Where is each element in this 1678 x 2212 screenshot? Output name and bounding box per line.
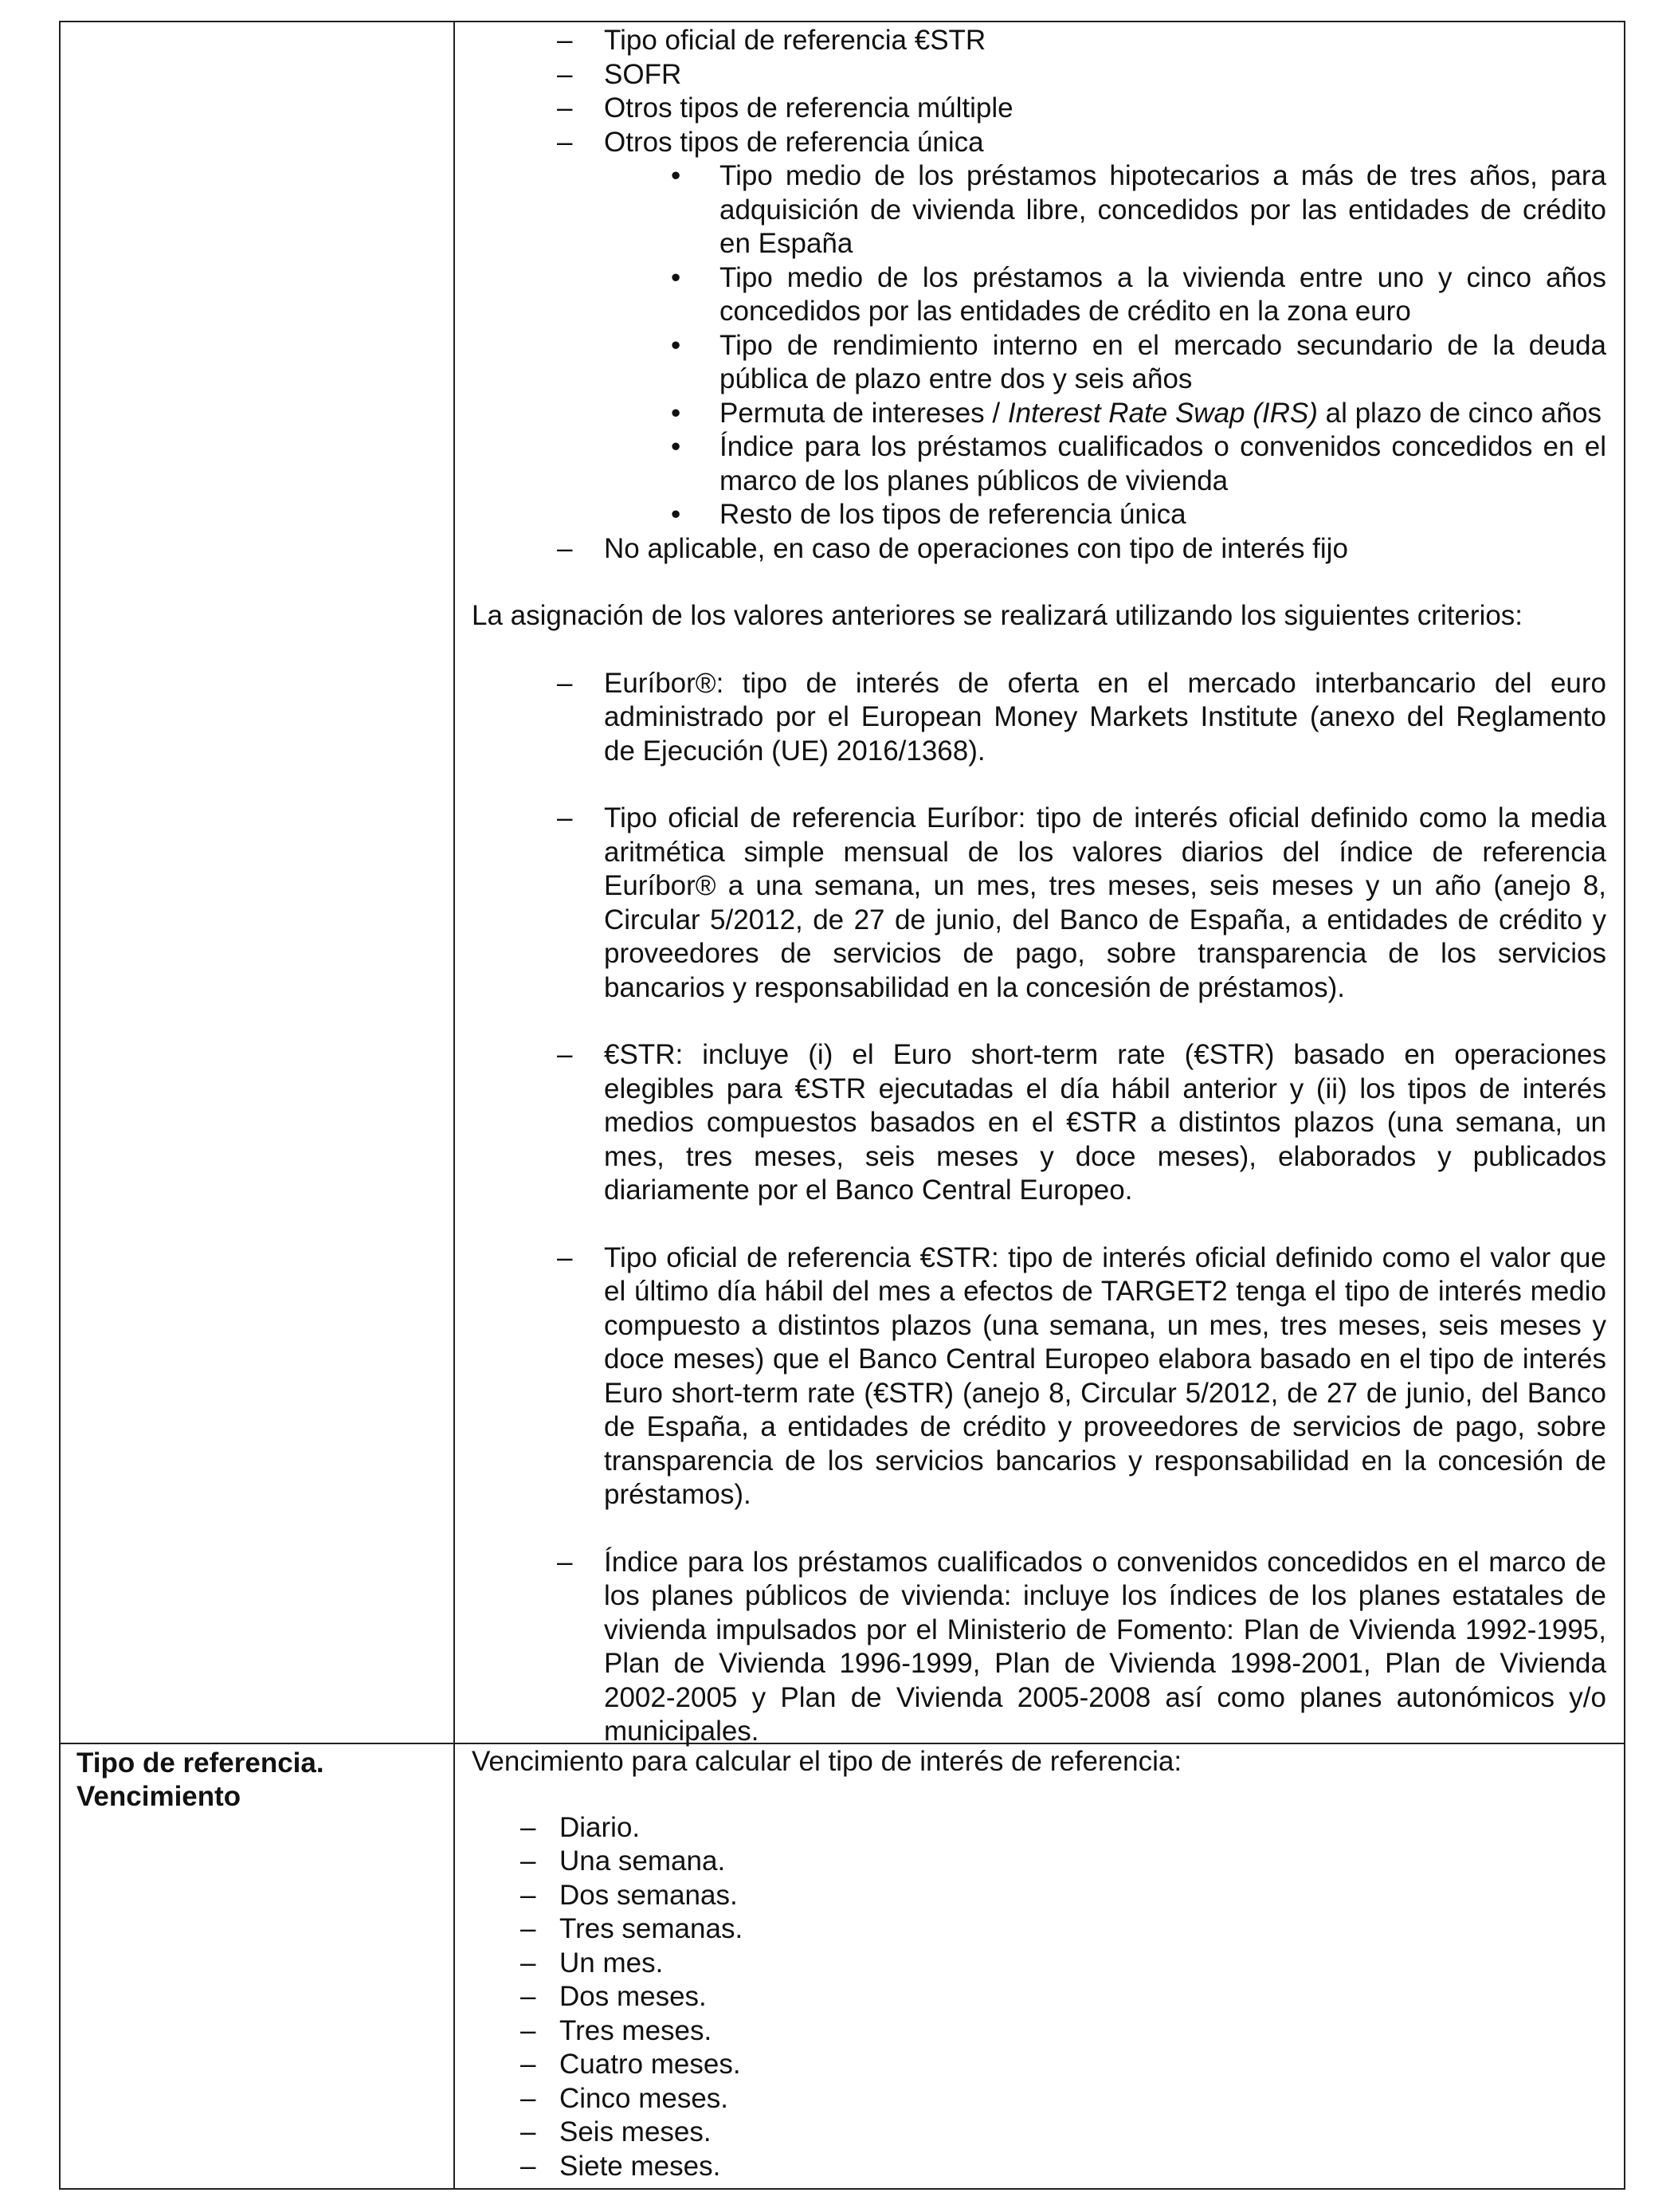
bullet-item: • Tipo de rendimiento interno en el mercado secundario de la deuda pública de plazo entre dos y seis años <box>671 329 1606 394</box>
criteria-item: – Tipo oficial de referencia Euríbor: tipo de interés oficial definido como la media aritmética simple mensual de los valores diarios del índice de referencia Euríbor® a una semana, un mes, tres meses, seis meses y un año (anejo 8, Circular 5/2012, de 27 de junio, del Banco de España, a entidades de crédito y proveedores de servicios de pago, sobre transparencia de los servicios bancarios y responsabilidad en la concesión de préstamos). <box>557 802 1606 1003</box>
list-item: – Seis meses. <box>520 2116 712 2147</box>
bullet-item: • Tipo medio de los préstamos a la vivienda entre uno y cinco años concedidos por las entidades de crédito en la zona euro <box>671 261 1606 327</box>
list-item: – Siete meses. <box>520 2150 721 2182</box>
list-item: – Tres meses. <box>520 2014 712 2046</box>
document-table <box>59 21 1625 2190</box>
continuation-cell <box>472 24 1606 1749</box>
bullet-item: • Índice para los préstamos cualificados o convenidos concedidos en el marco de los planes públicos de vivienda <box>671 431 1606 496</box>
criteria-intro: La asignación de los valores anteriores se realizará utilizando los siguientes criterios: <box>472 600 1523 631</box>
list-item: – Una semana. <box>520 1845 726 1877</box>
list-item: – Diario. <box>520 1811 641 1843</box>
criteria-item: – €STR: incluye (i) el Euro short-term rate (€STR) basado en operaciones elegibles para €STR ejecutadas el día hábil anterior y (ii) los tipos de interés medios compuestos basados en el €STR a distintos plazos (una semana, un mes, tres meses, seis meses y doce meses), elaborados y publicados diariamente por el Banco Central Europeo. <box>557 1039 1606 1206</box>
list-item: – Tres semanas. <box>520 1913 743 1944</box>
list-item: – Tipo oficial de referencia €STR <box>557 25 986 56</box>
bullet-item: • Tipo medio de los préstamos hipotecarios a más de tres años, para adquisición de vivienda libre, concedidos por las entidades de crédito en España <box>671 160 1606 259</box>
criteria-item: – Euríbor®: tipo de interés de oferta en el mercado interbancario del euro administrado por el European Money Markets Institute (anexo del Reglamento de Ejecución (UE) 2016/1368). <box>557 667 1606 767</box>
list-item: – Cinco meses. <box>520 2082 729 2114</box>
list-item: – Un mes. <box>520 1947 664 1979</box>
row-label: Tipo de referencia. Vencimiento <box>76 1747 324 1812</box>
list-item: – No aplicable, en caso de operaciones con tipo de interés fijo <box>557 532 1348 564</box>
bullet-item: • Permuta de intereses / Interest Rate Swap (IRS) al plazo de cinco años <box>671 397 1602 429</box>
list-item: – Otros tipos de referencia única <box>557 126 984 158</box>
criteria-item: – Índice para los préstamos cualificados o convenidos concedidos en el marco de los planes públicos de vivienda: incluye los índices de los planes estatales de vivienda impulsados por el Ministerio de Fomento: Plan de Vivienda 1992-1995, Plan de Vivienda 1996-1999, Plan de Vivienda 1998-2001, Plan de Vivienda 2002-2005 y Plan de Vivienda 2005-2008 así como planes autonómicos y/o municipales. <box>557 1546 1606 1747</box>
column-divider <box>453 22 455 2188</box>
list-item: – SOFR <box>557 58 682 90</box>
bullet-item: • Resto de los tipos de referencia única <box>671 499 1186 530</box>
maturity-cell <box>472 1745 1606 2183</box>
criteria-item: – Tipo oficial de referencia €STR: tipo de interés oficial definido como el valor que el último día hábil del mes a efectos de TARGET2 tenga el tipo de interés medio compuesto a distintos plazos (una semana, un mes, tres meses, seis meses y doce meses) que el Banco Central Europeo elabora basado en el tipo de interés Euro short-term rate (€STR) (anejo 8, Circular 5/2012, de 27 de junio, del Banco de España, a entidades de crédito y proveedores de servicios de pago, sobre transparencia de los servicios bancarios y responsabilidad en la concesión de préstamos). <box>557 1241 1606 1510</box>
list-item: – Dos semanas. <box>520 1879 738 1911</box>
list-item: – Otros tipos de referencia múltiple <box>557 92 1013 124</box>
list-item: – Cuatro meses. <box>520 2049 741 2080</box>
maturity-intro: Vencimiento para calcular el tipo de interés de referencia: <box>472 1746 1182 1777</box>
list-item: – Dos meses. <box>520 1981 707 2012</box>
